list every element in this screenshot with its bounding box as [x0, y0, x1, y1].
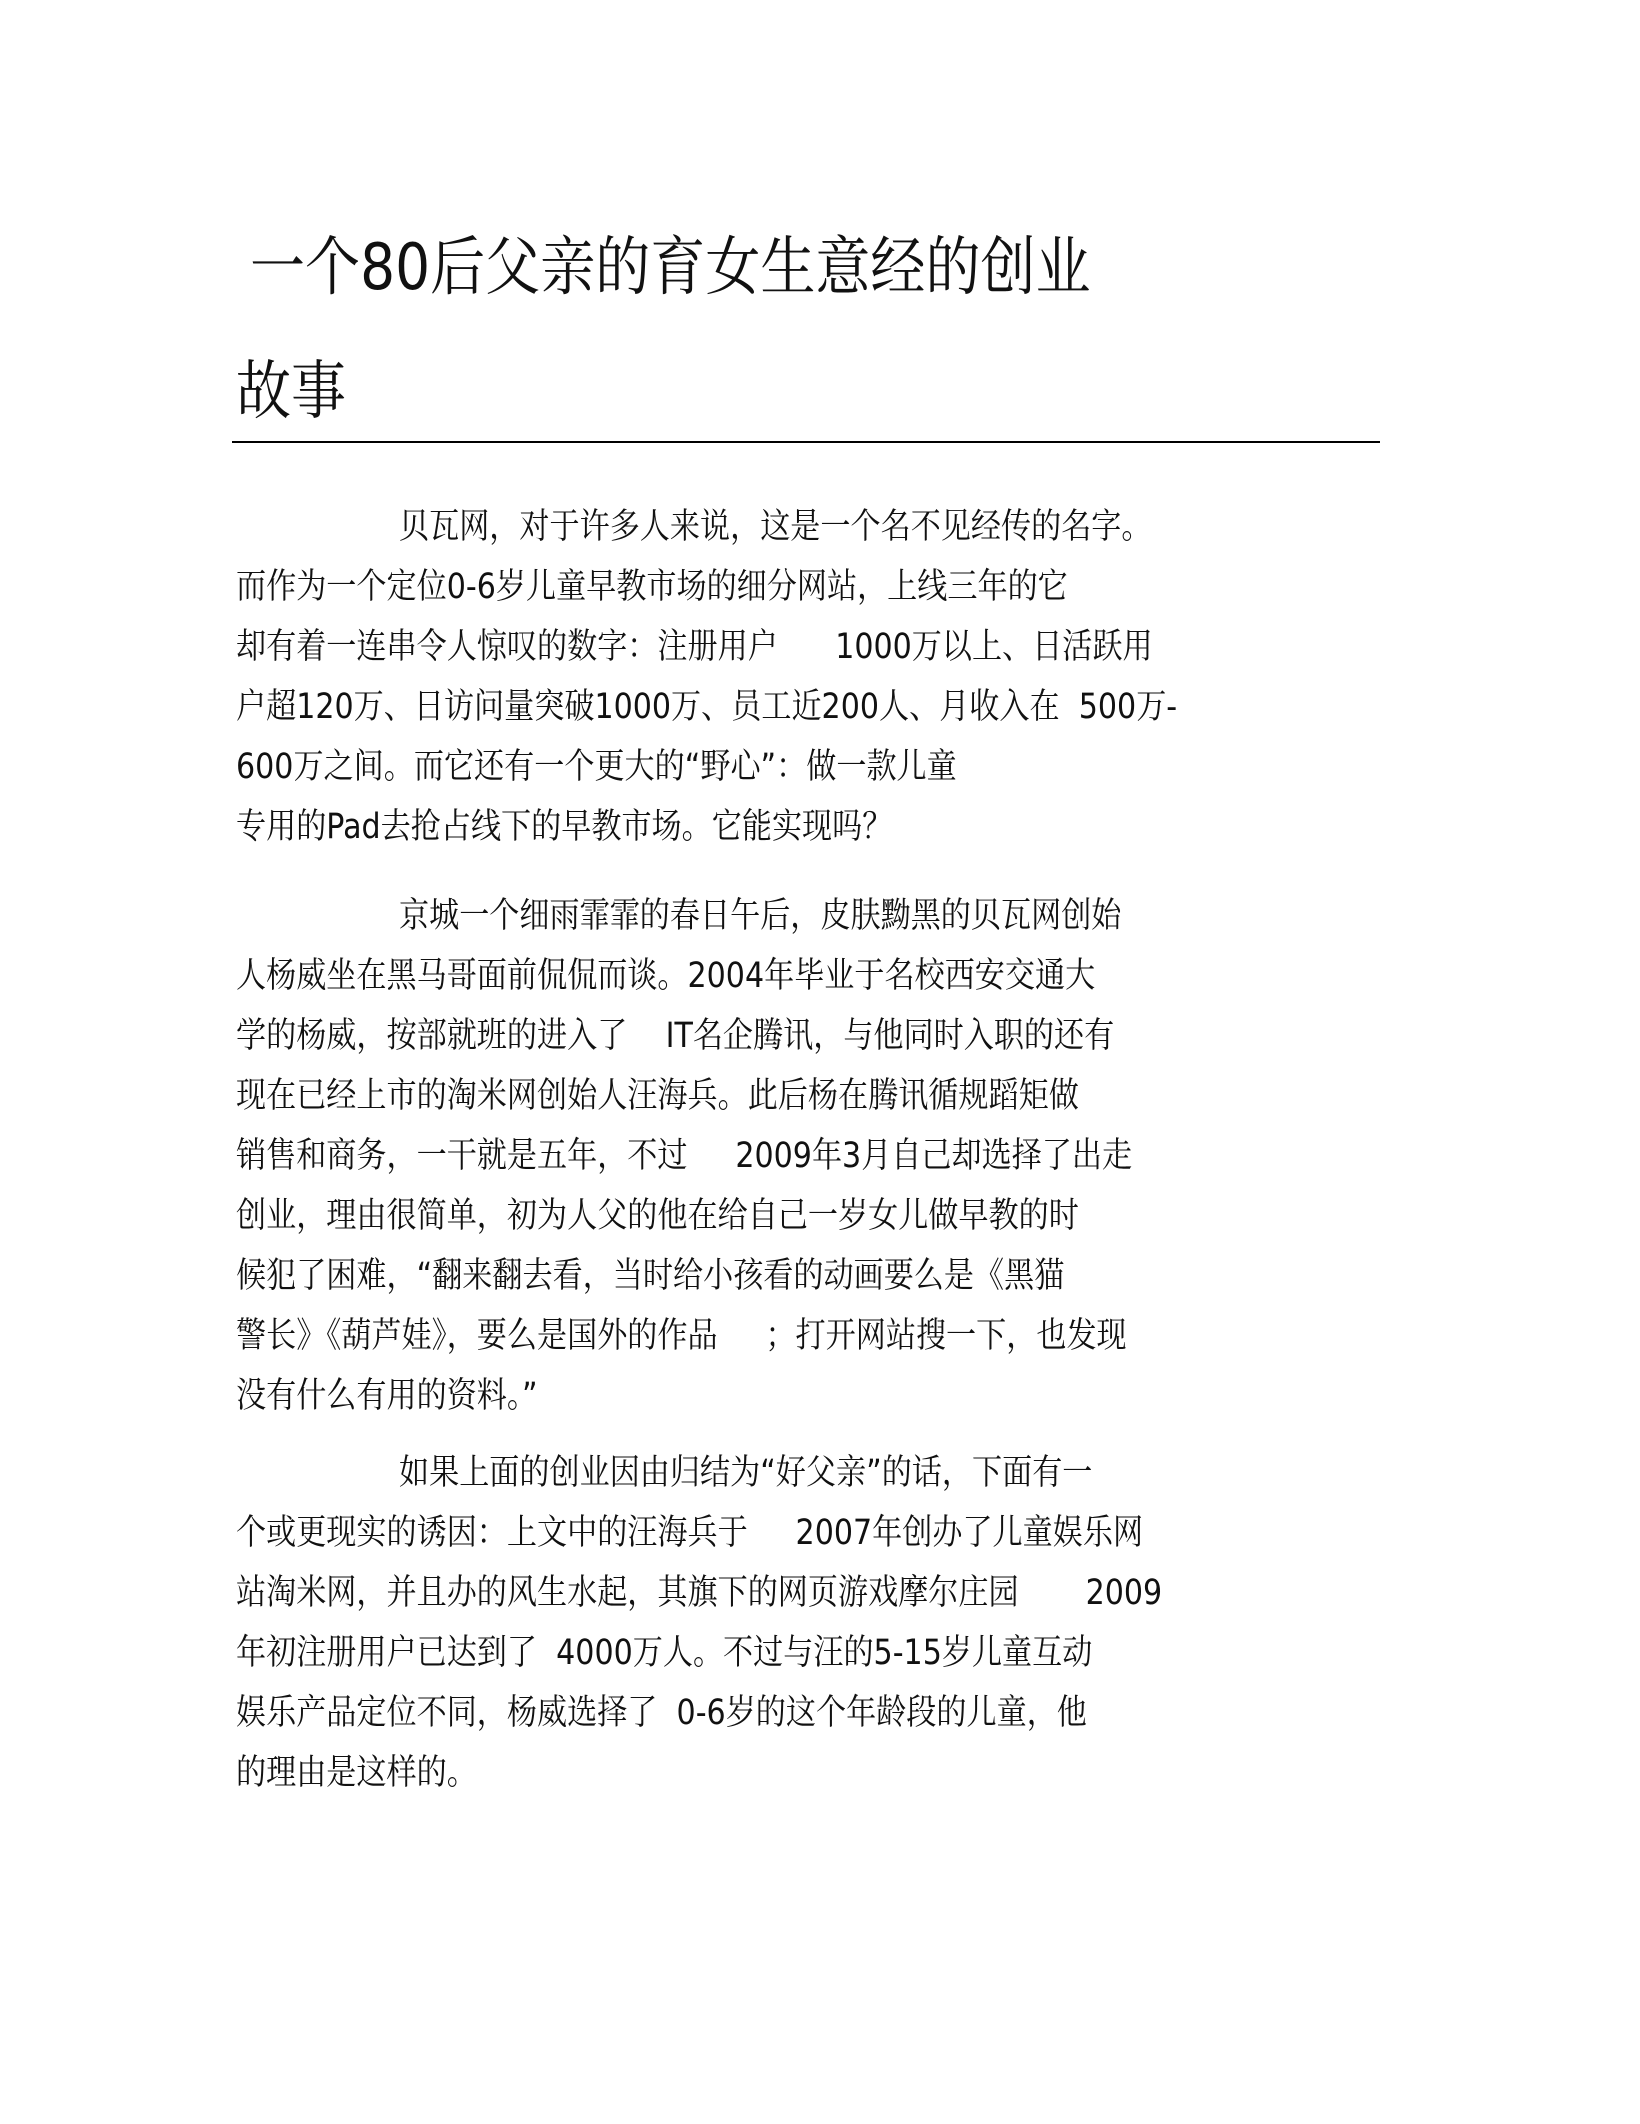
paragraph-line: 销售和商务，一干就是五年，不过 2009年3月自己却选择了出走 [236, 1136, 1133, 1176]
paragraph-line: 如果上面的创业因由归结为“好父亲”的话，下面有一 [399, 1453, 1093, 1493]
paragraph-line: 学的杨威，按部就班的进入了 IT名企腾讯，与他同时入职的还有 [236, 1016, 1115, 1056]
paragraph-line: 创业，理由很简单，初为人父的他在给自己一岁女儿做早教的时 [236, 1196, 1079, 1236]
paragraph-line: 娱乐产品定位不同，杨威选择了 0-6岁的这个年龄段的儿童，他 [236, 1693, 1087, 1733]
title-divider [232, 441, 1380, 443]
paragraph-line: 而作为一个定位0-6岁儿童早教市场的细分网站，上线三年的它 [236, 567, 1068, 607]
paragraph-line: 贝瓦网，对于许多人来说，这是一个名不见经传的名字。 [399, 507, 1152, 547]
paragraph-line: 京城一个细雨霏霏的春日午后，皮肤黝黑的贝瓦网创始 [399, 896, 1122, 936]
paragraph-line: 600万之间。而它还有一个更大的“野心”：做一款儿童 [236, 747, 957, 787]
paragraph-line: 的理由是这样的。 [236, 1753, 477, 1793]
paragraph-line: 户超120万、日访问量突破1000万、员工近200人、月收入在 500万- [236, 687, 1178, 727]
paragraph-line: 专用的Pad去抢占线下的早教市场。它能实现吗？ [236, 807, 893, 847]
paragraph-line: 人杨威坐在黑马哥面前侃侃而谈。2004年毕业于名校西安交通大 [236, 956, 1096, 996]
paragraph-line: 个或更现实的诱因：上文中的汪海兵于 2007年创办了儿童娱乐网 [236, 1513, 1144, 1553]
paragraph-line: 站淘米网，并且办的风生水起，其旗下的网页游戏摩尔庄园 2009 [236, 1573, 1163, 1613]
paragraph-line: 年初注册用户已达到了 4000万人。不过与汪的5-15岁儿童互动 [236, 1633, 1093, 1673]
paragraph-line: 没有什么有用的资料。” [236, 1376, 538, 1416]
document-title-line-2: 故事 [236, 355, 347, 429]
paragraph-line: 现在已经上市的淘米网创始人汪海兵。此后杨在腾讯循规蹈矩做 [236, 1076, 1079, 1116]
document-title-line-1: 一个80后父亲的育女生意经的创业 [250, 231, 1091, 305]
paragraph-line: 警长》《葫芦娃》，要么是国外的作品 ；打开网站搜一下，也发现 [236, 1316, 1127, 1356]
paragraph-line: 候犯了困难，“翻来翻去看，当时给小孩看的动画要么是《黑猫 [236, 1256, 1065, 1296]
paragraph-line: 却有着一连串令人惊叹的数字：注册用户 1000万以上、日活跃用 [236, 627, 1153, 667]
